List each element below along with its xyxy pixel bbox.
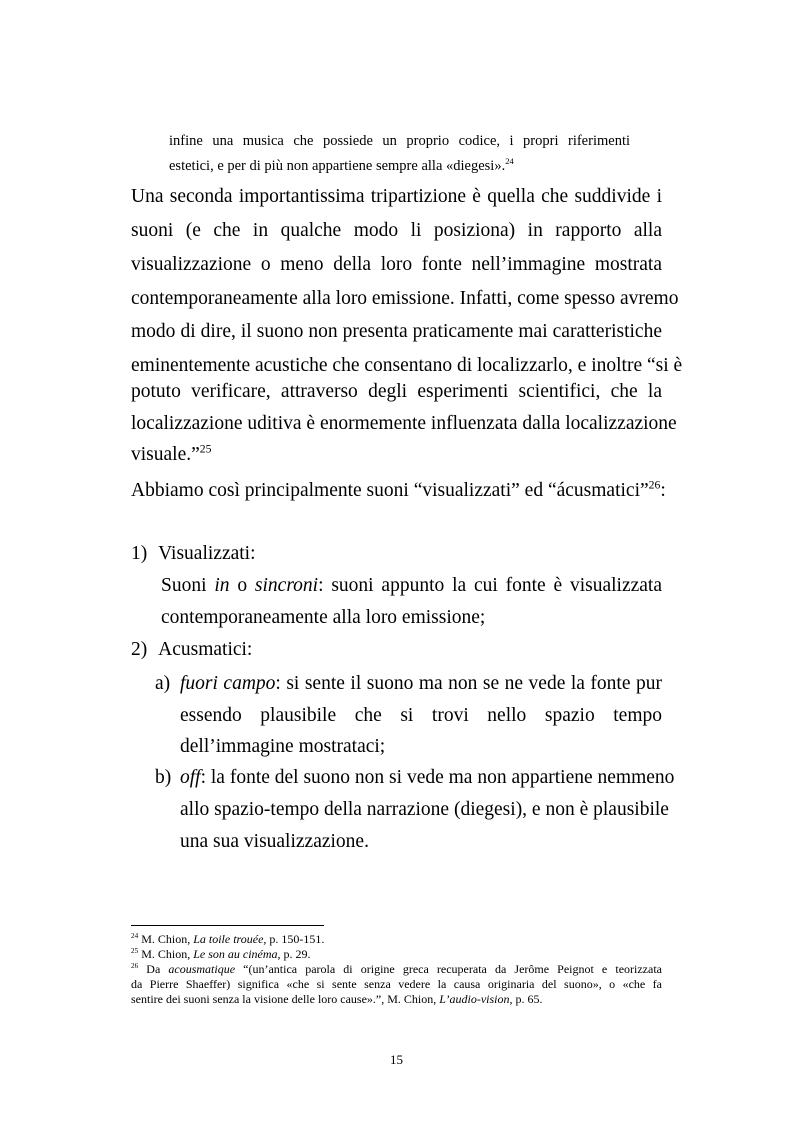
quote-line: infine una musica che possiede un proprio codice, i propri riferimenti — [169, 133, 630, 149]
sublist-line: una sua visualizzazione. — [180, 831, 369, 852]
sublist-line: fuori campo: si sente il suono ma non se ne vede la fonte pur — [180, 673, 662, 694]
list-item-1 — [131, 543, 256, 565]
footnote-ref[interactable]: 26 — [648, 478, 661, 492]
footnote-26: $^{26}$ Da acousmatique “(un’antica parola di origine greca recuperata da Jerôme Peignot e teorizzata — [131, 962, 662, 976]
paragraph-line: localizzazione uditiva è enormemente influenzata dalla localizzazione — [131, 413, 677, 434]
list-item-2 — [131, 639, 252, 661]
sublist-label: a) — [155, 673, 171, 694]
sublist-label: b) — [155, 767, 172, 788]
footnote-line: da Pierre Shaeffer) significa «che si sente senza vedere la causa originaria del suono», o «che fa — [131, 977, 662, 991]
list-line: Suoni in o sincroni: suoni appunto la cui fonte è visualizzata — [161, 575, 662, 596]
list-title: Acusmatici: — [158, 639, 253, 660]
paragraph-line: suoni (e che in qualche modo li posiziona) in rapporto alla — [131, 220, 662, 241]
footnote-ref[interactable]: 25 — [199, 442, 212, 456]
list-number: 2) — [131, 639, 148, 660]
paragraph-line: visuale.”$^{25}$ — [131, 442, 212, 465]
sublist-line: essendo plausibile che si trovi nello spazio tempo — [180, 705, 662, 726]
footnote-ref[interactable]: 24 — [505, 156, 514, 167]
paragraph-line: modo di dire, il suono non presenta praticamente mai caratteristiche — [131, 321, 662, 342]
paragraph-line: potuto verificare, attraverso degli esperimenti scientifici, che la — [131, 381, 662, 402]
list-line: contemporaneamente alla loro emissione; — [161, 607, 486, 628]
paragraph-line: eminentemente acustiche che consentano di localizzarlo, e inoltre “si è — [131, 355, 683, 376]
list-number: 1) — [131, 543, 148, 564]
sublist-line: off: la fonte del suono non si vede ma non appartiene nemmeno — [180, 767, 675, 788]
footnote-line: sentire dei suoni senza la visione delle loro cause».”, M. Chion, L’audio-vision, p. 65. — [131, 992, 543, 1006]
list-title: Visualizzati: — [158, 543, 256, 564]
sublist-line: dell’immagine mostrataci; — [180, 736, 386, 757]
paragraph-line: Una seconda importantissima tripartizione è quella che suddivide i — [131, 186, 662, 207]
footnote-24: $^{24}$ M. Chion, La toile trouée, p. 150-151. — [131, 932, 325, 946]
paragraph-line: contemporaneamente alla loro emissione. Infatti, come spesso avremo — [131, 288, 679, 309]
paragraph-line: visualizzazione o meno della loro fonte nell’immagine mostrata — [131, 254, 662, 275]
sublist-line: allo spazio-tempo della narrazione (diegesi), e non è plausibile — [180, 799, 669, 820]
footnote-25: $^{25}$ M. Chion, Le son au cinéma, p. 29. — [131, 947, 311, 961]
page-number: 15 — [390, 1052, 403, 1067]
quote-line: estetici, e per di più non appartiene sempre alla «diegesi».$^{24}$ — [169, 156, 514, 174]
footnote-separator — [131, 925, 324, 926]
paragraph-line: Abbiamo così principalmente suoni “visualizzati” ed “ácusmatici”$^{26}$: — [131, 478, 666, 501]
